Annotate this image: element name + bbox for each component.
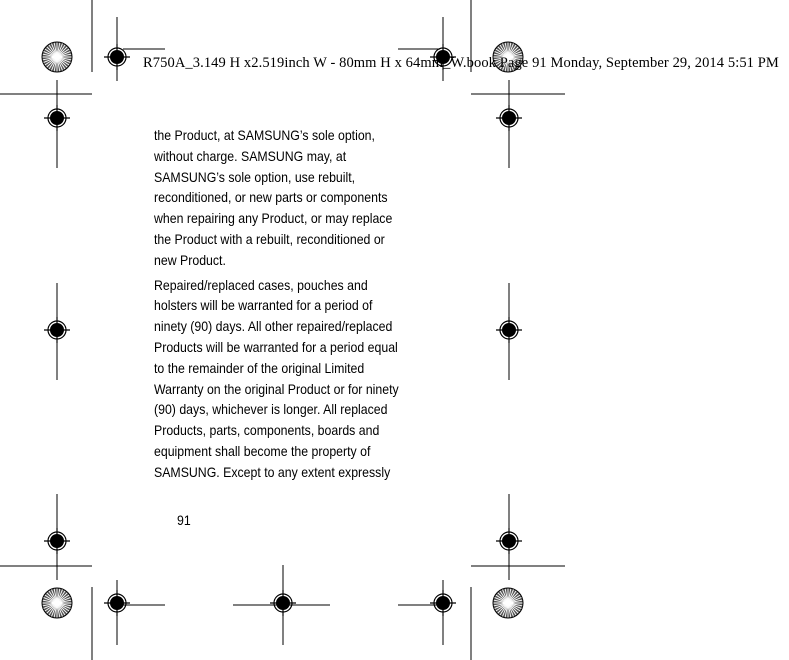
- text-line: the Product, at SAMSUNG’s sole option,: [154, 127, 375, 143]
- paragraph-replaced-warranty: [154, 275, 439, 483]
- slug-line: R750A_3.149 H x2.519inch W - 80mm H x 64mm_W.book Page 91 Monday, September 29, 2014 5:51 PM: [143, 55, 779, 71]
- text-line: Warranty on the original Product or for ninety: [154, 380, 399, 397]
- text-line: the Product with a rebuilt, reconditioned or: [154, 230, 385, 247]
- text-line: (90) days, whichever is longer. All replaced: [154, 401, 388, 418]
- text-line: ninety (90) days. All other repaired/replaced: [154, 318, 393, 335]
- text-line: new Product.: [154, 251, 226, 268]
- body-text: [154, 125, 439, 487]
- text-line: Products will be warranted for a period equal: [154, 338, 398, 355]
- text-line: SAMSUNG’s sole option, use rebuilt,: [154, 168, 356, 185]
- text-line: equipment shall become the property of: [154, 442, 371, 459]
- text-line: holsters will be warranted for a period of: [154, 297, 373, 314]
- text-line: Products, parts, components, boards and: [154, 422, 380, 439]
- text-line: without charge. SAMSUNG may, at: [154, 147, 347, 164]
- paragraph-repair: [154, 125, 439, 271]
- page-number: 91: [177, 512, 191, 528]
- text-line: SAMSUNG. Except to any extent expressly: [154, 463, 391, 480]
- text-line: reconditioned, or new parts or components: [154, 189, 388, 206]
- text-line: Repaired/replaced cases, pouches and: [154, 276, 368, 293]
- text-line: to the remainder of the original Limited: [154, 359, 365, 376]
- text-line: when repairing any Product, or may replace: [154, 210, 393, 227]
